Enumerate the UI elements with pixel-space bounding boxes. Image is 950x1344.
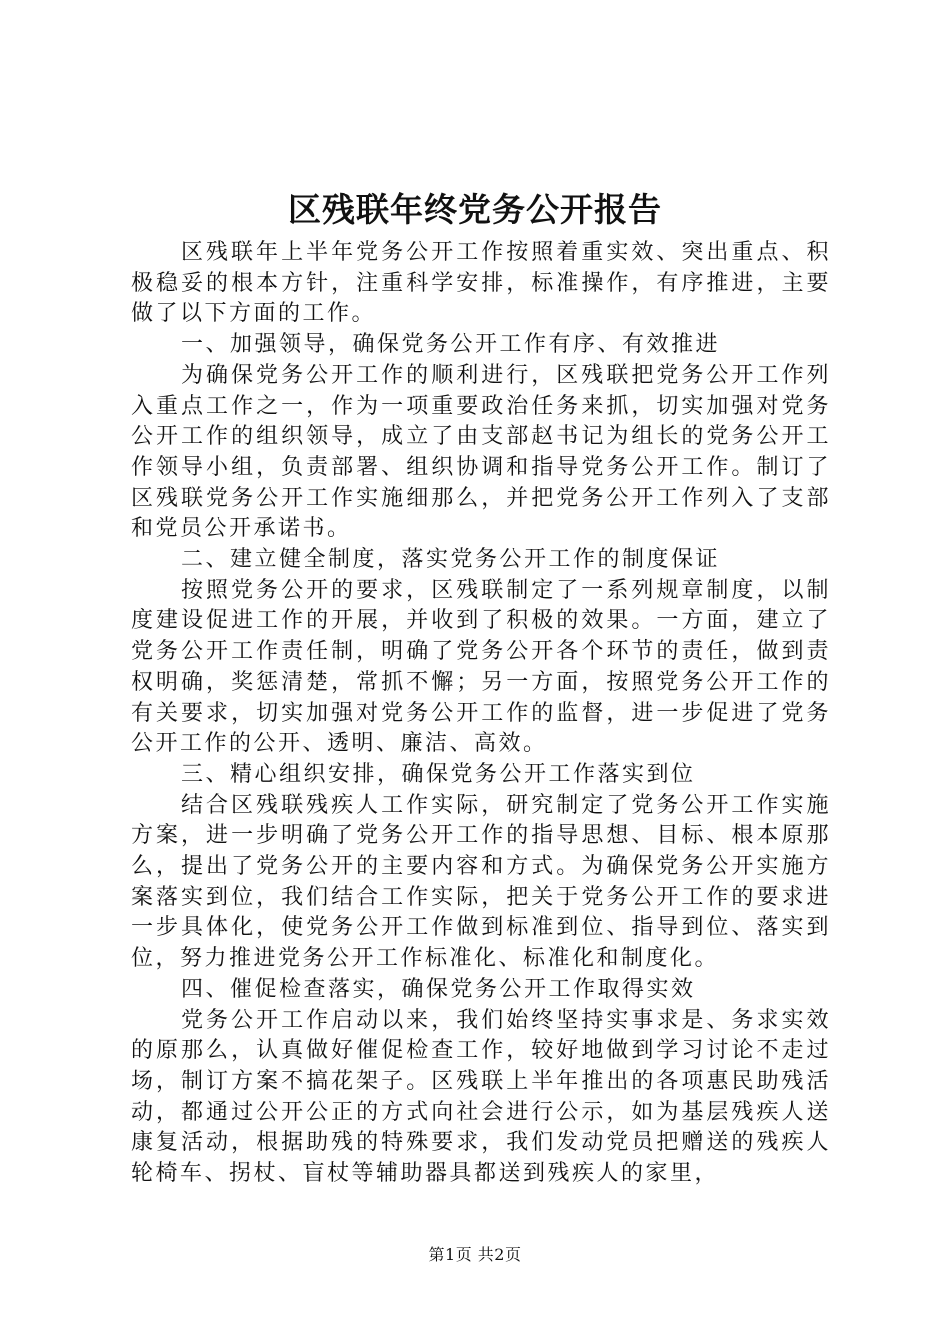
- paragraph-section-2: 按照党务公开的要求，区残联制定了一系列规章制度，以制度建设促进工作的开展，并收到了积极的效果。一方面，建立了党务公开工作责任制，明确了党务公开各个环节的责任，做到责权明确，奖惩清楚，常抓不懈；另一方面，按照党务公开工作的有关要求，切实加强对党务公开工作的监督，进一步促进了党务公开工作的公开、透明、廉洁、高效。: [131, 577, 831, 757]
- paragraph-intro: 区残联年上半年党务公开工作按照着重实效、突出重点、积极稳妥的根本方针，注重科学安排，标准操作，有序推进，主要做了以下方面的工作。: [131, 240, 831, 327]
- section-heading-2: 二、建立健全制度，落实党务公开工作的制度保证: [181, 547, 721, 573]
- paragraph-section-4: 党务公开工作启动以来，我们始终坚持实事求是、务求实效的原那么，认真做好催促检查工作，较好地做到学习讨论不走过场，制订方案不搞花架子。区残联上半年推出的各项惠民助残活动，都通过公开公正的方式向社会进行公示，如为基层残疾人送康复活动，根据助残的特殊要求，我们发动党员把赠送的残疾人轮椅车、拐杖、盲杖等辅助器具都送到残疾人的家里，: [131, 1007, 831, 1187]
- section-heading-1: 一、加强领导，确保党务公开工作有序、有效推进: [181, 332, 721, 358]
- document-body: [131, 238, 831, 1190]
- document-title: 区残联年终党务公开报告: [288, 190, 662, 229]
- section-heading-4: 四、催促检查落实，确保党务公开工作取得实效: [181, 976, 696, 1002]
- paragraph-section-3: 结合区残联残疾人工作实际，研究制定了党务公开工作实施方案，进一步明确了党务公开工作的指导思想、目标、根本原那么，提出了党务公开的主要内容和方式。为确保党务公开实施方案落实到位，我们结合工作实际，把关于党务公开工作的要求进一步具体化，使党务公开工作做到标准到位、指导到位、落实到位，努力推进党务公开工作标准化、标准化和制度化。: [131, 792, 831, 972]
- page-number-footer: 第1页 共2页: [428, 1245, 522, 1264]
- section-heading-3: 三、精心组织安排，确保党务公开工作落实到位: [181, 761, 696, 787]
- paragraph-section-1: 为确保党务公开工作的顺利进行，区残联把党务公开工作列入重点工作之一，作为一项重要政治任务来抓，切实加强对党务公开工作的组织领导，成立了由支部赵书记为组长的党务公开工作领导小组，负责部署、组织协调和指导党务公开工作。制订了区残联党务公开工作实施细那么，并把党务公开工作列入了支部和党员公开承诺书。: [131, 362, 831, 542]
